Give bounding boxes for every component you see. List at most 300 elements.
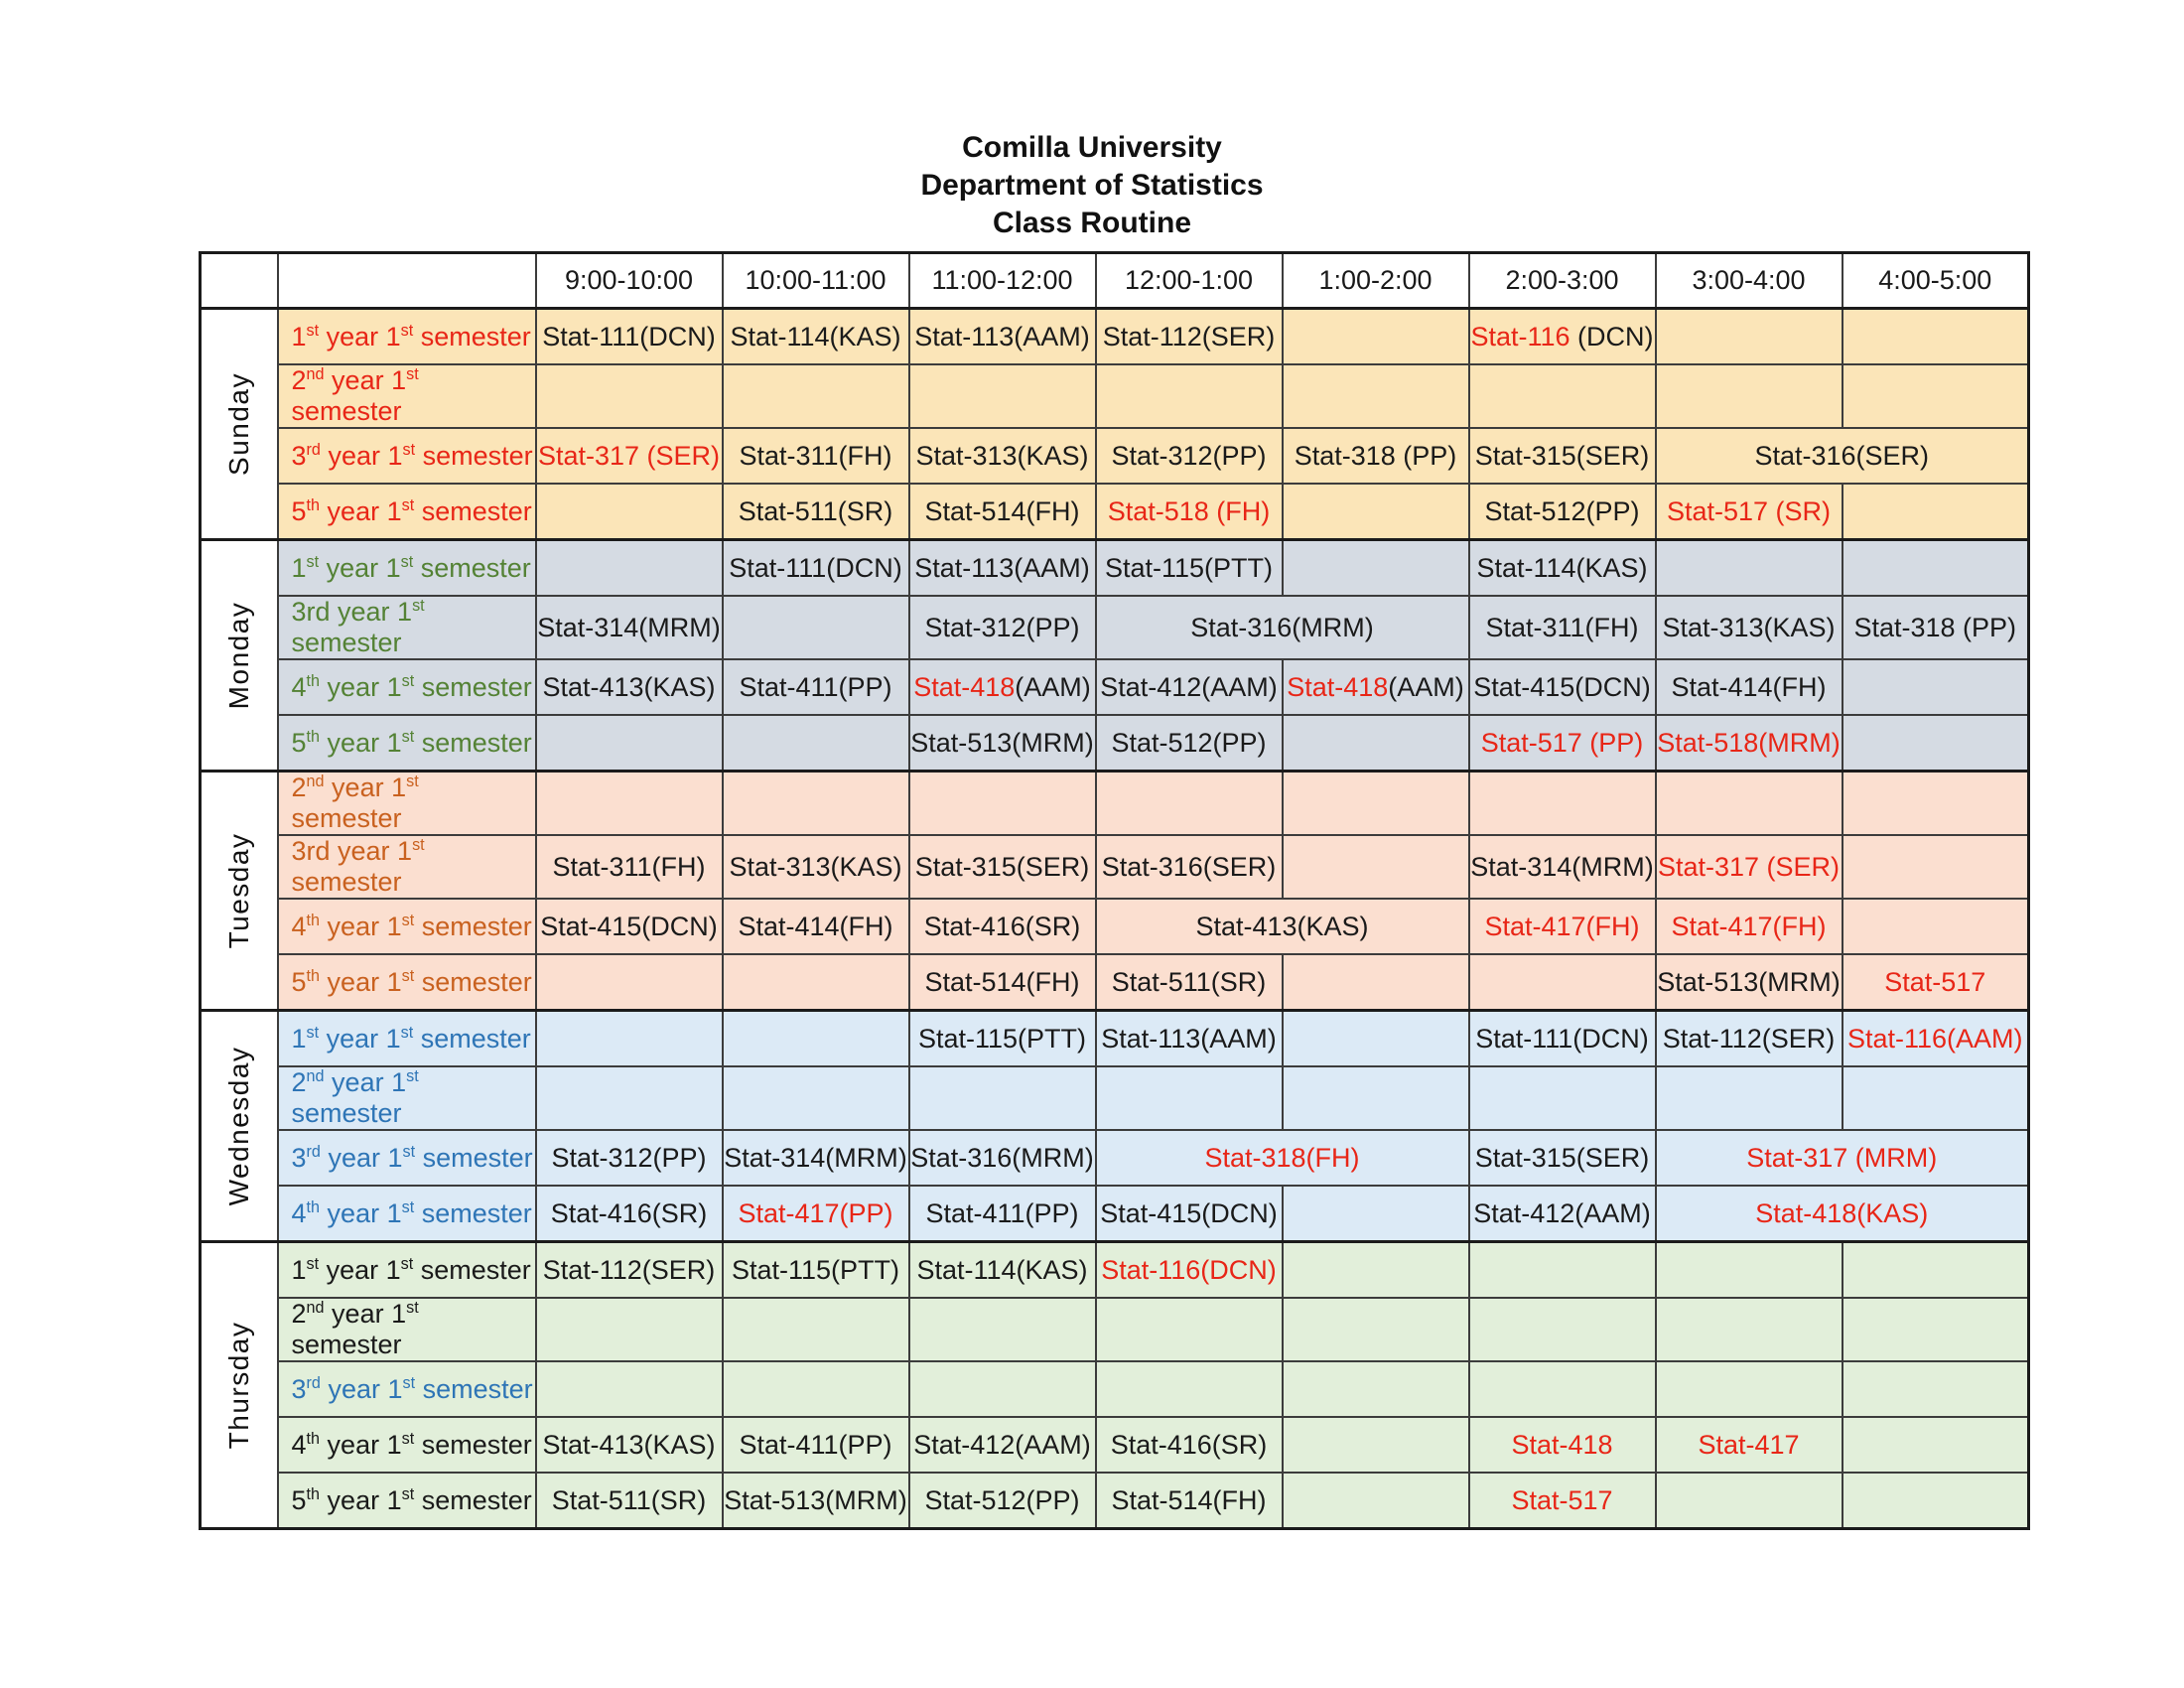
course-code-highlighted: Stat-116(DCN) [1101,1254,1277,1285]
course-code: Stat-318 (PP) [1853,612,2017,642]
course-code: Stat-511(SR) [551,1484,707,1515]
course-code-highlighted: Stat-518(MRM) [1657,727,1841,758]
class-cell [1656,899,1843,954]
course-code: Stat-313(KAS) [1662,612,1836,642]
course-code-highlighted: Stat-518 (FH) [1107,495,1271,526]
class-cell [1656,659,1843,715]
empty-cell [1283,1361,1469,1417]
class-cell [909,309,1096,365]
course-code: Stat-513(MRM) [910,727,1094,758]
class-cell [536,428,723,484]
empty-cell [1656,364,1843,428]
empty-cell [1656,309,1843,365]
class-cell [536,309,723,365]
course-code: Stat-412(AAM) [1100,671,1278,702]
empty-cell [1283,364,1469,428]
semester-row-label: 5th year 1st semester [278,954,536,1011]
class-cell [1656,1186,2029,1242]
empty-cell [1656,540,1843,597]
time-slot-header-7: 4:00-5:00 [1843,253,2029,309]
empty-cell [1843,772,2029,836]
course-code-highlighted: Stat-317 (SER) [1657,851,1841,882]
day-label-thursday: Thursday [222,1321,254,1450]
course-code: Stat-411(PP) [739,671,892,702]
class-cell [1096,309,1283,365]
empty-cell [1283,309,1469,365]
course-code-highlighted: Stat-517 (PP) [1480,727,1644,758]
empty-cell [1096,1066,1283,1130]
class-cell [1096,835,1283,899]
day-label-wednesday: Wednesday [222,1046,254,1206]
course-code: Stat-414(FH) [738,911,893,941]
class-cell [1469,659,1656,715]
empty-cell [1843,484,2029,540]
empty-cell [1843,659,2029,715]
empty-cell [536,1011,723,1067]
class-cell [909,835,1096,899]
class-cell [1096,1186,1283,1242]
time-header-row [201,253,2029,309]
course-code: Stat-112(SER) [1102,321,1276,352]
empty-cell [723,1298,909,1361]
routine-row [201,954,2029,1011]
routine-row [201,715,2029,772]
empty-cell [723,364,909,428]
empty-cell [1283,835,1469,899]
semester-row-label: 3rd year 1st semester [278,1361,536,1417]
semester-row-label: 2nd year 1st semester [278,1066,536,1130]
empty-cell [536,954,723,1011]
empty-cell [536,772,723,836]
class-cell [909,1242,1096,1299]
class-cell [1843,1011,2029,1067]
empty-cell [1283,540,1469,597]
class-cell [723,1417,909,1473]
class-cell [536,596,723,659]
semester-row-label: 5th year 1st semester [278,1473,536,1529]
class-cell [909,596,1096,659]
course-code: Stat-315(SER) [914,851,1090,882]
course-code: Stat-512(PP) [1484,495,1640,526]
empty-cell [723,954,909,1011]
empty-cell [1843,899,2029,954]
day-cell-wednesday [201,1011,278,1242]
course-code-highlighted: Stat-417(PP) [738,1197,893,1228]
class-cell [723,1186,909,1242]
course-code: Stat-113(AAM) [914,321,1090,352]
class-cell [1469,540,1656,597]
course-code: Stat-112(SER) [542,1254,716,1285]
class-cell [1469,484,1656,540]
class-cell [1096,659,1283,715]
class-cell [1656,1011,1843,1067]
class-cell [1469,1417,1656,1473]
empty-cell [1656,1473,1843,1529]
course-code-highlighted: Stat-116 [1470,321,1578,352]
empty-cell [536,1298,723,1361]
class-cell [1469,428,1656,484]
course-code: Stat-416(SR) [1110,1429,1268,1460]
class-cell [1096,1011,1283,1067]
class-cell [1656,428,2029,484]
corner-day-cell [201,253,278,309]
class-cell [536,1130,723,1186]
course-code: Stat-311(FH) [1485,612,1639,642]
day-label-sunday: Sunday [222,372,254,476]
routine-row [201,835,2029,899]
course-code: Stat-312(PP) [551,1142,707,1173]
document-title [0,129,2184,242]
course-code: Stat-113(AAM) [1101,1023,1277,1054]
semester-row-label: 4th year 1st semester [278,659,536,715]
class-cell [723,1473,909,1529]
course-code: Stat-316(SER) [1754,440,1930,471]
routine-row [201,540,2029,597]
class-cell [1096,484,1283,540]
course-code: Stat-514(FH) [924,495,1080,526]
empty-cell [723,596,909,659]
semester-row-label: 5th year 1st semester [278,715,536,772]
course-code: Stat-315(SER) [1474,1142,1650,1173]
course-code: Stat-415(DCN) [540,911,718,941]
semester-row-label: 1st year 1st semester [278,540,536,597]
empty-cell [1283,772,1469,836]
course-code: Stat-513(MRM) [724,1484,907,1515]
semester-row-label: 2nd year 1st semester [278,772,536,836]
empty-cell [1843,835,2029,899]
class-cell [1096,715,1283,772]
course-code-highlighted: Stat-116(AAM) [1846,1023,2023,1054]
routine-row [201,364,2029,428]
class-cell [1843,954,2029,1011]
routine-row [201,1298,2029,1361]
class-cell [1843,596,2029,659]
class-cell [723,309,909,365]
course-code: Stat-512(PP) [924,1484,1080,1515]
day-label-tuesday: Tuesday [222,832,254,949]
course-code: (AAM) [1015,671,1091,702]
class-cell [536,659,723,715]
course-code-highlighted: Stat-417(FH) [1671,911,1827,941]
class-cell [723,540,909,597]
empty-cell [1469,364,1656,428]
class-cell [723,1242,909,1299]
empty-cell [909,1066,1096,1130]
class-cell [536,899,723,954]
course-code-highlighted: Stat-317 (MRM) [1746,1142,1938,1173]
course-code: Stat-511(SR) [738,495,893,526]
course-code: Stat-112(SER) [1662,1023,1836,1054]
class-cell [1469,1186,1656,1242]
day-cell-tuesday [201,772,278,1011]
course-code-highlighted: Stat-517 (SR) [1666,495,1832,526]
class-cell [1096,899,1469,954]
routine-row [201,659,2029,715]
class-cell [909,659,1096,715]
course-code: Stat-313(KAS) [915,440,1089,471]
class-cell [1096,954,1283,1011]
course-code: Stat-413(KAS) [542,671,716,702]
routine-row [201,899,2029,954]
empty-cell [1469,1242,1656,1299]
course-code: Stat-314(MRM) [1470,851,1654,882]
routine-row [201,1011,2029,1067]
empty-cell [909,1298,1096,1361]
empty-cell [1656,1242,1843,1299]
course-code: Stat-114(KAS) [730,321,901,352]
empty-cell [1656,1066,1843,1130]
semester-row-label: 3rd year 1st semester [278,835,536,899]
course-code: Stat-311(FH) [739,440,892,471]
semester-row-label: 4th year 1st semester [278,899,536,954]
course-code: Stat-415(DCN) [1473,671,1651,702]
time-slot-header-2: 11:00-12:00 [909,253,1096,309]
empty-cell [1096,1298,1283,1361]
empty-cell [1283,1417,1469,1473]
class-cell [1469,715,1656,772]
semester-row-label: 1st year 1st semester [278,309,536,365]
class-cell [536,1417,723,1473]
course-code: Stat-411(PP) [739,1429,892,1460]
empty-cell [1843,309,2029,365]
class-cell [909,484,1096,540]
class-cell [1469,1473,1656,1529]
empty-cell [536,364,723,428]
empty-cell [909,1361,1096,1417]
course-code: Stat-114(KAS) [916,1254,1088,1285]
course-code: Stat-318 (PP) [1294,440,1457,471]
class-cell [1469,596,1656,659]
empty-cell [1843,715,2029,772]
empty-cell [536,715,723,772]
semester-row-label: 3rd year 1st semester [278,428,536,484]
routine-row [201,1242,2029,1299]
class-cell [1656,1130,2029,1186]
course-code: Stat-316(MRM) [910,1142,1094,1173]
class-cell [723,899,909,954]
class-cell [909,1011,1096,1067]
semester-row-label: 1st year 1st semester [278,1011,536,1067]
course-code: Stat-413(KAS) [1195,911,1369,941]
course-code: Stat-513(MRM) [1657,966,1841,997]
time-slot-header-5: 2:00-3:00 [1469,253,1656,309]
class-cell [1096,540,1283,597]
course-code: Stat-115(PTT) [1104,552,1274,583]
empty-cell [1283,1473,1469,1529]
class-cell [723,835,909,899]
course-code: Stat-415(DCN) [1100,1197,1278,1228]
class-cell [1656,484,1843,540]
course-code-highlighted: Stat-418 [1287,671,1389,702]
class-cell [1096,1473,1283,1529]
empty-cell [1283,1066,1469,1130]
time-slot-header-4: 1:00-2:00 [1283,253,1469,309]
class-cell [536,835,723,899]
class-cell [1469,899,1656,954]
class-cell [909,715,1096,772]
course-code: Stat-312(PP) [1111,440,1267,471]
empty-cell [1656,772,1843,836]
class-cell [909,540,1096,597]
empty-cell [723,1011,909,1067]
class-cell [1656,596,1843,659]
empty-cell [1469,1066,1656,1130]
course-code-highlighted: Stat-517 [1511,1484,1613,1515]
course-code: Stat-115(PTT) [917,1023,1087,1054]
course-code: Stat-416(SR) [923,911,1081,941]
routine-row [201,1130,2029,1186]
empty-cell [1096,364,1283,428]
class-cell [723,428,909,484]
class-cell [909,1130,1096,1186]
empty-cell [536,540,723,597]
empty-cell [1843,364,2029,428]
class-cell [536,1186,723,1242]
course-code: Stat-311(FH) [552,851,706,882]
course-code: Stat-111(DCN) [1475,1023,1649,1054]
empty-cell [1843,1361,2029,1417]
time-slot-header-0: 9:00-10:00 [536,253,723,309]
course-code: Stat-514(FH) [924,966,1080,997]
empty-cell [1469,772,1656,836]
day-cell-sunday [201,309,278,540]
class-cell [909,1417,1096,1473]
routine-row [201,1186,2029,1242]
course-code: Stat-113(AAM) [914,552,1090,583]
course-code: Stat-111(DCN) [542,321,716,352]
corner-label-cell [278,253,536,309]
empty-cell [723,772,909,836]
class-cell [1656,835,1843,899]
day-cell-monday [201,540,278,772]
course-code: Stat-412(AAM) [1473,1197,1651,1228]
class-cell [1096,596,1469,659]
class-cell [723,659,909,715]
empty-cell [1843,540,2029,597]
semester-row-label: 3rd year 1st semester [278,1130,536,1186]
course-code: Stat-115(PTT) [731,1254,900,1285]
course-code: Stat-111(DCN) [729,552,902,583]
class-cell [723,1130,909,1186]
course-code: (AAM) [1388,671,1464,702]
course-code: Stat-512(PP) [1111,727,1267,758]
course-code: Stat-314(MRM) [724,1142,907,1173]
semester-row-label: 3rd year 1st semester [278,596,536,659]
class-cell [1283,659,1469,715]
day-label-monday: Monday [222,601,254,710]
course-code-highlighted: Stat-317 (SER) [537,440,721,471]
empty-cell [1283,715,1469,772]
empty-cell [1843,1298,2029,1361]
title-university: Comilla University [962,131,1222,164]
semester-row-label: 2nd year 1st semester [278,364,536,428]
class-cell [1469,1130,1656,1186]
class-cell [1096,1130,1469,1186]
empty-cell [1283,954,1469,1011]
empty-cell [536,1066,723,1130]
class-cell [1469,309,1656,365]
empty-cell [1283,1298,1469,1361]
course-code-highlighted: Stat-517 [1884,966,1986,997]
semester-row-label: 4th year 1st semester [278,1186,536,1242]
empty-cell [1656,1298,1843,1361]
course-code: Stat-414(FH) [1671,671,1827,702]
course-code: Stat-315(SER) [1474,440,1650,471]
title-class-routine: Class Routine [992,207,1192,239]
class-cell [1096,428,1283,484]
class-cell [1096,1242,1283,1299]
empty-cell [1096,1361,1283,1417]
empty-cell [1843,1473,2029,1529]
routine-row [201,596,2029,659]
course-code: Stat-312(PP) [924,612,1080,642]
class-cell [1656,715,1843,772]
class-cell [1283,428,1469,484]
course-code: Stat-316(MRM) [1190,612,1374,642]
semester-row-label: 4th year 1st semester [278,1417,536,1473]
empty-cell [536,484,723,540]
empty-cell [1283,1242,1469,1299]
routine-row [201,1361,2029,1417]
empty-cell [909,364,1096,428]
empty-cell [723,715,909,772]
routine-body [201,309,2029,1529]
course-code-highlighted: Stat-318(FH) [1204,1142,1360,1173]
empty-cell [1096,772,1283,836]
empty-cell [1469,1298,1656,1361]
course-code: Stat-314(MRM) [537,612,721,642]
semester-row-label: 5th year 1st semester [278,484,536,540]
empty-cell [723,1361,909,1417]
course-code: Stat-514(FH) [1111,1484,1267,1515]
course-code: Stat-411(PP) [925,1197,1079,1228]
class-routine-table [199,251,2030,1530]
course-code-highlighted: Stat-418(KAS) [1755,1197,1929,1228]
empty-cell [1283,484,1469,540]
routine-row [201,309,2029,365]
routine-row [201,484,2029,540]
time-slot-header-1: 10:00-11:00 [723,253,909,309]
course-code-highlighted: Stat-417 [1698,1429,1800,1460]
empty-cell [723,1066,909,1130]
routine-row [201,1066,2029,1130]
routine-row [201,772,2029,836]
course-code-highlighted: Stat-418 [1511,1429,1613,1460]
class-cell [909,899,1096,954]
title-department: Department of Statistics [920,169,1264,202]
class-cell [1656,954,1843,1011]
class-cell [909,1186,1096,1242]
course-code: Stat-413(KAS) [542,1429,716,1460]
empty-cell [1283,1186,1469,1242]
class-cell [536,1473,723,1529]
routine-row [201,428,2029,484]
empty-cell [1843,1066,2029,1130]
routine-row [201,1417,2029,1473]
course-code: Stat-313(KAS) [729,851,902,882]
empty-cell [1656,1361,1843,1417]
semester-row-label: 2nd year 1st semester [278,1298,536,1361]
time-slot-header-3: 12:00-1:00 [1096,253,1283,309]
course-code: Stat-416(SR) [550,1197,708,1228]
class-cell [1656,1417,1843,1473]
empty-cell [1843,1242,2029,1299]
course-code: Stat-412(AAM) [913,1429,1091,1460]
course-code-highlighted: Stat-418 [913,671,1016,702]
day-cell-thursday [201,1242,278,1529]
course-code: Stat-511(SR) [1111,966,1267,997]
class-cell [1469,1011,1656,1067]
